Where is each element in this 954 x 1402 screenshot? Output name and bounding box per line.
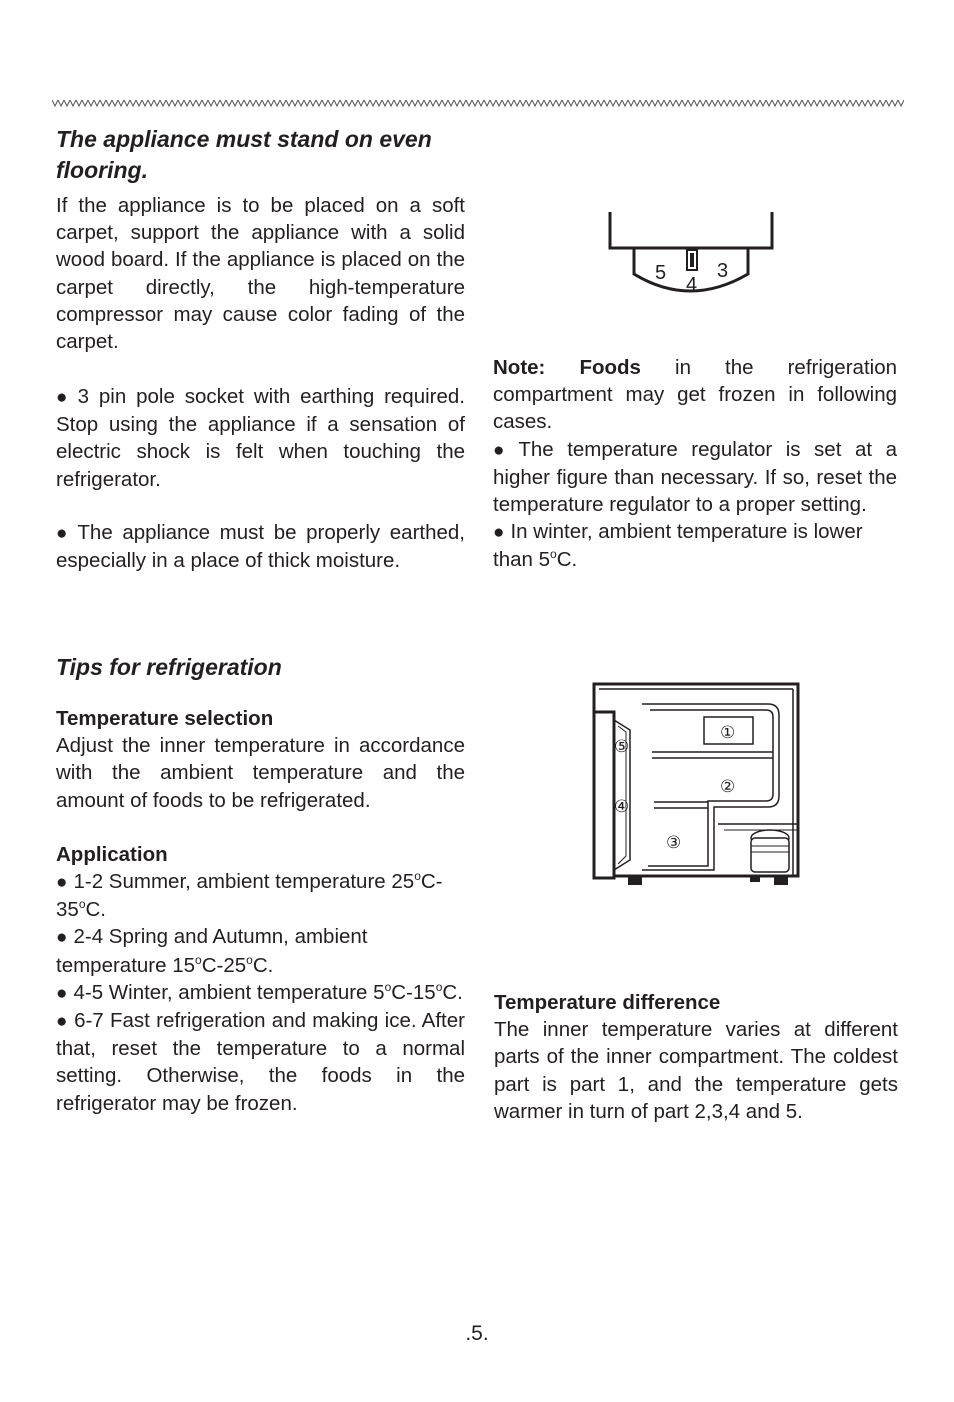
- decorative-top-border: [52, 97, 904, 109]
- summer-unit: C.: [85, 898, 106, 922]
- zone-2-label: ②: [720, 777, 736, 797]
- summer-range: C-35: [56, 870, 443, 922]
- section-even-flooring: [56, 124, 465, 355]
- dial-label-3: 3: [717, 260, 729, 282]
- note-paragraph: [493, 354, 897, 436]
- paragraph-temperature-selection: Adjust the inner temperature in accordance with the ambient temperature and the amount of foods to be refrigerated.: [56, 734, 465, 812]
- application-summer: [56, 868, 465, 923]
- application-fast-refrigeration: ● 6-7 Fast refrigeration and making ice. After that, reset the temperature to a normal setting. Otherwise, the foods in the refrigerator may be frozen.: [56, 1007, 465, 1117]
- degree-sign: o: [550, 547, 557, 562]
- note-frozen-foods: [493, 354, 897, 574]
- degree-sign: o: [78, 897, 86, 912]
- heading-even-flooring: The appliance must stand on even flooring.: [56, 126, 432, 183]
- winter-unit: C.: [442, 980, 463, 1004]
- bullet-earthed-text: ● The appliance must be properly earthed, especially in a place of thick moisture.: [56, 519, 465, 574]
- heading-application: Application: [56, 842, 168, 866]
- spring-range: C-25: [201, 953, 247, 977]
- paragraph-temperature-difference: The inner temperature varies at different parts of the inner compartment. The coldest part is part 1, and the temperature gets warmer in turn of part 2,3,4 and 5.: [494, 1018, 898, 1123]
- paragraph-soft-carpet: If the appliance is to be placed on a soft carpet, support the appliance with a solid wood board. If the appliance is placed on the carpet directly, the high-temperature compressor may cause color fading of the carpet.: [56, 194, 465, 354]
- refrigerator-zones-diagram: [590, 680, 804, 892]
- note-winter-text: In winter, ambient temperature is lower than 5: [493, 520, 863, 572]
- bullet-socket-text: ● 3 pin pole socket with earthing required. Stop using the appliance if a sensation of electric shock is felt when touching the refrigerator.: [56, 383, 465, 493]
- zone-3-label: ③: [666, 833, 682, 853]
- temperature-difference-section: [494, 989, 898, 1125]
- note-bullet-winter: [493, 518, 897, 573]
- degree-sign: o: [435, 979, 443, 994]
- dial-label-5: 5: [655, 262, 667, 284]
- summer-text: 1-2 Summer, ambient temperature 25: [73, 870, 415, 894]
- application-winter: [56, 979, 465, 1007]
- thermostat-dial-diagram: [600, 206, 782, 302]
- zone-1-label: ①: [720, 723, 736, 743]
- winter-text: 4-5 Winter, ambient temperature 5: [73, 980, 385, 1004]
- winter-range: C-15: [391, 980, 436, 1004]
- bullet-socket: [56, 383, 465, 493]
- bullet-earthed: [56, 519, 465, 574]
- note-text: in the refrigeration compartment may get frozen in following cases.: [493, 356, 897, 434]
- zone-4-label: ④: [614, 797, 630, 817]
- zone-5-label: ⑤: [614, 737, 630, 757]
- heading-temperature-difference: Temperature difference: [494, 991, 721, 1014]
- note-bullet-regulator: ● The temperature regulator is set at a higher figure than necessary. If so, reset the temperature regulator to a proper setting.: [493, 436, 897, 519]
- heading-temperature-selection: Temperature selection: [56, 707, 274, 730]
- spring-unit: C.: [252, 953, 274, 977]
- application-spring-autumn: [56, 923, 465, 978]
- degree-sign: o: [195, 952, 202, 967]
- note-lead: Note: Foods: [493, 356, 641, 379]
- spring-text: 2-4 Spring and Autumn, ambient temperature 15: [56, 925, 368, 977]
- heading-tips: Tips for refrigeration: [56, 654, 282, 680]
- degree-sign: o: [246, 952, 253, 967]
- note-winter-unit: C.: [556, 548, 578, 572]
- degree-sign: o: [414, 869, 421, 884]
- dial-label-4: 4: [686, 274, 698, 296]
- tips-section: [56, 652, 465, 1117]
- degree-sign: o: [384, 979, 392, 994]
- page-number: .5.: [465, 1322, 489, 1345]
